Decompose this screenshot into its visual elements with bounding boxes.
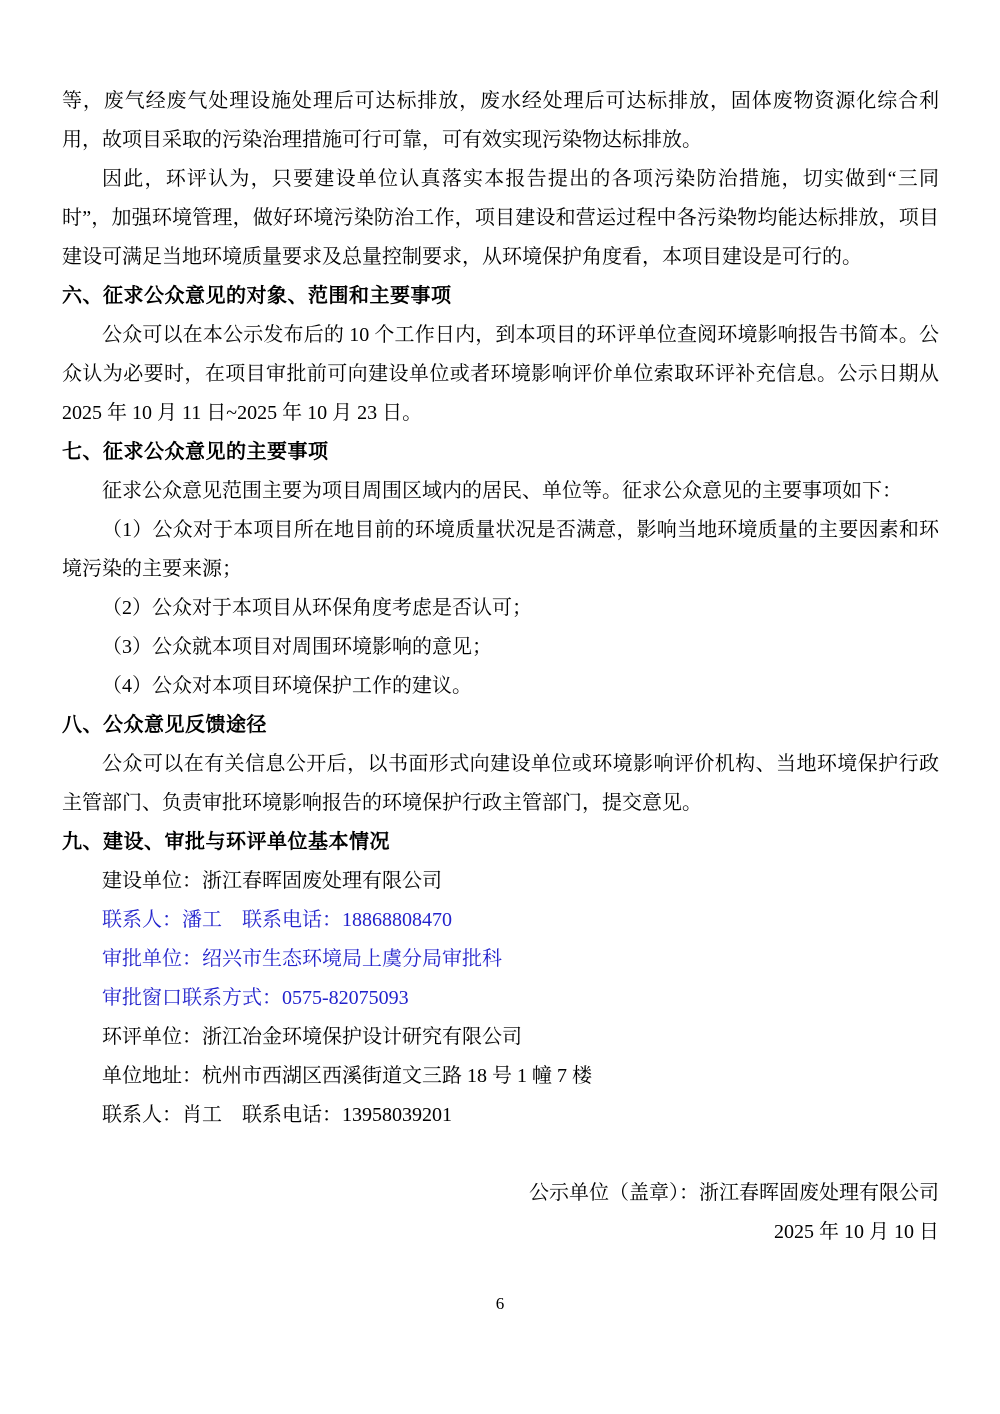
section-7-item-4: （4）公众对本项目环境保护工作的建议。 [102,675,472,697]
stamp-unit-line: 公示单位（盖章）：浙江春晖固废处理有限公司 [529,1182,939,1204]
eia-contact-line: 联系人：肖工 联系电话：13958039201 [102,1104,452,1126]
section-7-intro: 征求公众意见范围主要为项目周围区域内的居民、单位等。征求公众意见的主要事项如下： [102,480,902,502]
section-9-heading: 九、建设、审批与环评单位基本情况 [62,831,390,853]
construction-unit-line: 建设单位：浙江春晖固废处理有限公司 [102,870,442,892]
construction-contact-line: 联系人：潘工 联系电话：18868808470 [102,909,452,931]
section-7-heading: 七、征求公众意见的主要事项 [62,441,329,463]
section-6-heading: 六、征求公众意见的对象、范围和主要事项 [62,285,452,307]
section-7-item-2: （2）公众对于本项目从环保角度考虑是否认可； [102,597,532,619]
section-8-heading: 八、公众意见反馈途径 [62,714,267,736]
page-footer [0,1294,1000,1314]
approval-unit-line: 审批单位：绍兴市生态环境局上虞分局审批科 [102,948,502,970]
eia-unit-line: 环评单位：浙江冶金环境保护设计研究有限公司 [102,1026,522,1048]
eia-unit-address-line: 单位地址：杭州市西湖区西溪街道文三路 18 号 1 幢 7 楼 [102,1065,592,1087]
date-line: 2025 年 10 月 10 日 [774,1221,939,1243]
paragraph-continuation: 等，废气经废气处理设施处理后可达标排放，废水经处理后可达标排放，固体废物资源化综合利用，故项目采取的污染治理措施可行可靠，可有效实现污染物达标排放。 [62,90,939,151]
approval-window-contact-line: 审批窗口联系方式：0575-82075093 [102,987,409,1009]
section-7-item-3: （3）公众就本项目对周围环境影响的意见； [102,636,492,658]
section-7-item-1: （1）公众对于本项目所在地目前的环境质量状况是否满意，影响当地环境质量的主要因素和环境污染的主要来源； [62,519,939,580]
paragraph-conclusion: 因此，环评认为，只要建设单位认真落实本报告提出的各项污染防治措施，切实做到“三同时”，加强环境管理，做好环境污染防治工作，项目建设和营运过程中各污染物均能达标排放，项目建设可满足当地环境质量要求及总量控制要求，从环境保护角度看，本项目建设是可行的。 [62,168,939,268]
section-6-paragraph: 公众可以在本公示发布后的 10 个工作日内，到本项目的环评单位查阅环境影响报告书简本。公众认为必要时，在项目审批前可向建设单位或者环境影响评价单位索取环评补充信息。公示日期从 2025 年 10 月 11 日~2025 年 10 月 23 日。 [62,324,939,424]
section-8-paragraph: 公众可以在有关信息公开后，以书面形式向建设单位或环境影响评价机构、当地环境保护行政主管部门、负责审批环境影响报告的环境保护行政主管部门，提交意见。 [62,753,939,814]
document-content [62,82,939,1252]
page-number: 6 [495,1294,505,1313]
